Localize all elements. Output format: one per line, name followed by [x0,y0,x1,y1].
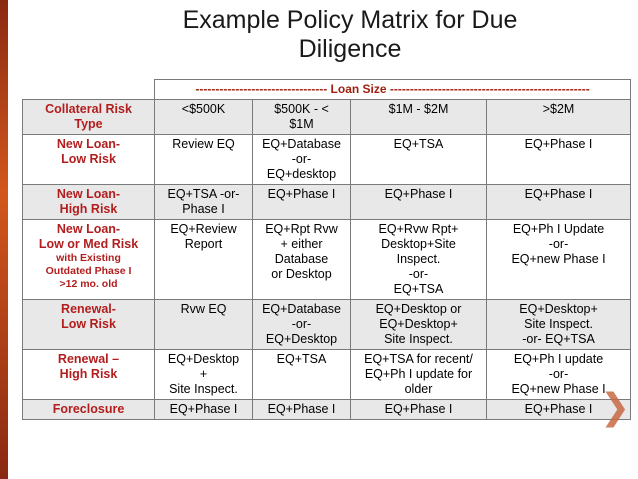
requirement-line: EQ+Database [262,302,341,316]
requirement-line: EQ+TSA -or- [167,187,240,201]
requirement-line: EQ+Phase I [267,402,336,416]
requirement-line: + either [280,237,323,251]
title-line-2: Diligence [298,35,402,63]
risk-type-line: High Risk [59,367,118,381]
policy-matrix-table [22,79,631,427]
requirement-cell [253,220,351,300]
requirement-cell [351,220,487,300]
requirement-line: Inspect. [396,252,441,266]
risk-type-line: High Risk [59,202,118,216]
requirement-line: EQ+Desktop [167,352,240,366]
risk-type-cell [23,300,155,350]
risk-type-line: New Loan- [56,187,121,201]
requirement-line: EQ+Phase I [524,402,593,416]
requirement-line: or Desktop [271,267,332,281]
requirement-line: Database [274,252,329,266]
requirement-line: EQ+Review [170,222,237,236]
requirement-cell [253,400,351,420]
requirement-line: older [404,382,433,396]
col-header-over-2m [487,100,631,135]
risk-type-line: Low Risk [61,317,116,331]
requirement-line: EQ+Ph I update [513,352,604,366]
requirement-line: Site Inspect. [524,317,593,331]
risk-header-line-1: Collateral Risk [45,102,132,116]
requirement-line: EQ+Phase I [384,187,453,201]
requirement-cell [155,220,253,300]
requirement-line: EQ+Desktop+ [519,302,598,316]
requirement-cell [155,185,253,220]
requirement-cell [487,135,631,185]
requirement-line: EQ+Rvw Rpt+ [378,222,459,236]
col-header-line: <$500K [181,102,226,116]
requirement-cell [487,185,631,220]
requirement-line: EQ+Phase I [267,187,336,201]
requirement-line: EQ+Phase I [524,137,593,151]
col-header-line: $500K - < [274,102,329,116]
col-header-under-500k [155,100,253,135]
risk-type-cell [23,350,155,400]
requirement-cell [253,350,351,400]
title-line-1: Example Policy Matrix for Due [182,6,518,34]
requirement-cell [155,400,253,420]
requirement-line: -or- EQ+TSA [522,332,595,346]
risk-type-line: Foreclosure [52,402,125,416]
requirement-cell [351,350,487,400]
requirement-line: EQ+Database [262,137,341,151]
requirement-line: EQ+Phase I [524,187,593,201]
table-row [23,350,631,400]
requirement-cell [351,300,487,350]
requirement-line: EQ+Desktop or [375,302,462,316]
table-row [23,300,631,350]
requirement-line: -or- [548,367,569,381]
requirement-cell [155,300,253,350]
requirement-cell [351,185,487,220]
requirement-line: -or- [291,152,312,166]
requirement-line: Report [184,237,223,251]
left-accent-bar [0,0,8,479]
requirement-line: Site Inspect. [384,332,453,346]
requirement-line: Site Inspect. [169,382,238,396]
requirement-line: EQ+TSA [393,282,444,296]
requirement-cell [253,135,351,185]
table-row [23,185,631,220]
requirement-line: EQ+Rpt Rvw [265,222,338,236]
requirement-line: EQ+Ph I update for [364,367,473,381]
requirement-line: EQ+new Phase I [511,252,606,266]
requirement-line: -or- [548,237,569,251]
requirement-line: Rvw EQ [180,302,227,316]
requirement-line: EQ+Phase I [169,402,238,416]
requirement-line: EQ+TSA [276,352,327,366]
table-row [23,400,631,420]
col-header-line: $1M - $2M [388,102,449,116]
risk-type-line: New Loan- [56,137,121,151]
risk-type-subnote: Outdated Phase I [45,265,132,277]
requirement-cell [253,300,351,350]
risk-type-line: Renewal- [61,302,116,316]
col-header-500k-1m [253,100,351,135]
requirement-line: EQ+Ph I Update [512,222,605,236]
requirement-line: EQ+desktop [266,167,337,181]
requirement-line: EQ+TSA for recent/ [364,352,473,366]
requirement-cell [487,220,631,300]
table-row [23,220,631,300]
requirement-line: EQ+TSA [393,137,444,151]
table-row [23,135,631,185]
page-title [120,6,580,64]
requirement-cell [253,185,351,220]
requirement-line: EQ+Desktop [265,332,338,346]
col-header-line: >$2M [542,102,575,116]
loan-size-header: --------------------------------- Loan Size -------------------------------------------------- [155,80,631,100]
requirement-line: + [199,367,208,381]
requirement-line: EQ+Phase I [384,402,453,416]
requirement-line: -or- [408,267,429,281]
risk-type-cell [23,185,155,220]
col-header-line: $1M [289,117,314,131]
requirement-line: EQ+Desktop+ [379,317,458,331]
risk-type-line: Low or Med Risk [38,237,139,251]
requirement-cell [351,400,487,420]
collateral-risk-type-header [23,100,155,135]
risk-type-line: New Loan- [56,222,121,236]
risk-type-cell [23,400,155,420]
corner-blank-cell [23,80,155,100]
requirement-line: Desktop+Site [381,237,456,251]
requirement-line: EQ+new Phase I [511,382,606,396]
requirement-line: Review EQ [172,137,235,151]
chevron-right-icon[interactable]: ❯ [600,386,631,427]
requirement-cell [487,300,631,350]
requirement-line: Phase I [182,202,225,216]
col-header-1m-2m [351,100,487,135]
requirement-cell [155,350,253,400]
risk-type-subnote: >12 mo. old [59,278,118,290]
risk-type-subnote: with Existing [56,252,121,264]
requirement-line: -or- [291,317,312,331]
column-header-row [23,100,631,135]
risk-header-line-2: Type [74,117,103,131]
requirement-cell [155,135,253,185]
risk-type-line: Renewal – [57,352,120,366]
risk-type-line: Low Risk [61,152,116,166]
risk-type-cell [23,220,155,300]
risk-type-cell [23,135,155,185]
requirement-cell [351,135,487,185]
